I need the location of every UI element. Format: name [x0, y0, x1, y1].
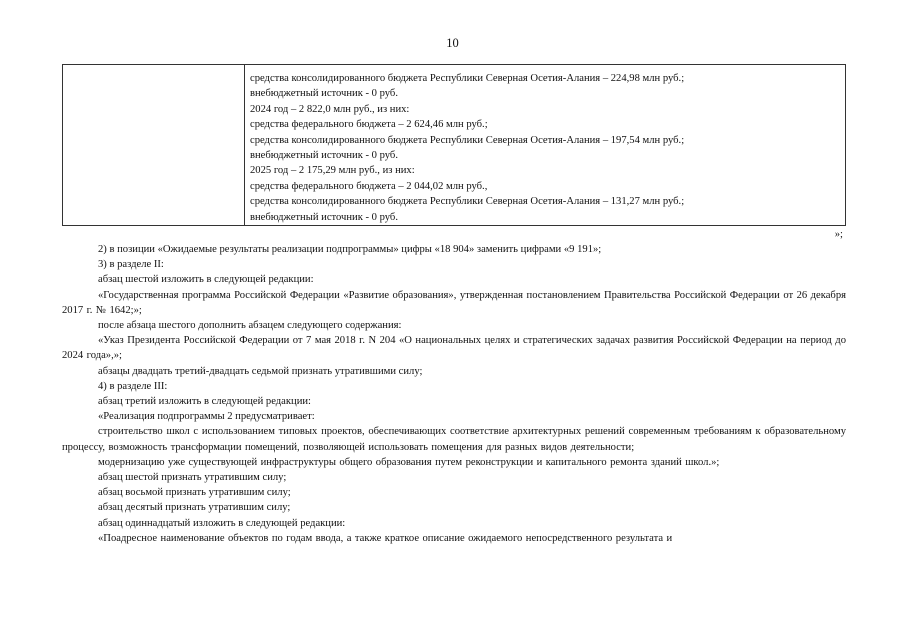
table-cell-line: 2024 год – 2 822,0 млн руб., из них:	[250, 103, 410, 115]
table-cell-funding	[250, 71, 839, 225]
table-column-divider	[244, 65, 245, 225]
paragraph: «Поадресное наименование объектов по годам ввода, а также краткое описание ожидаемого непосредственного результата и	[98, 532, 673, 544]
paragraph: «Указ Президента Российской Федерации от 7 мая 2018 г. N 204 «О национальных целях и стратегических задачах развития Российской Федерации на период до 2024 года»,»;	[62, 335, 846, 362]
paragraph: модернизацию уже существующей инфраструктуры общего образования путем реконструкции и капитального ремонта зданий школ.»;	[98, 456, 720, 468]
table-cell-line: внебюджетный источник - 0 руб.	[250, 150, 398, 162]
paragraph: 4) в разделе III:	[98, 380, 168, 392]
paragraph: абзац десятый признать утратившим силу;	[98, 502, 291, 514]
table-cell-line: средства консолидированного бюджета Республики Северная Осетия-Алания – 224,98 млн руб.;	[250, 73, 685, 84]
paragraph: 2) в позиции «Ожидаемые результаты реализации подпрограммы» цифры «18 904» заменить цифрами «9 191»;	[98, 244, 602, 255]
paragraph: абзац одиннадцатый изложить в следующей редакции:	[98, 517, 346, 529]
paragraph: абзацы двадцать третий-двадцать седьмой признать утратившими силу;	[98, 365, 423, 377]
table-cell-line: средства федерального бюджета – 2 044,02 млн руб.,	[250, 180, 488, 192]
table-cell-line: средства консолидированного бюджета Республики Северная Осетия-Алания – 197,54 млн руб.;	[250, 134, 685, 146]
table-cell-line: средства консолидированного бюджета Республики Северная Осетия-Алания – 131,27 млн руб.;	[250, 196, 685, 208]
paragraph: «Реализация подпрограммы 2 предусматривает:	[98, 411, 315, 423]
closing-quote-mark: »;	[834, 229, 843, 240]
table-cell-line: средства федерального бюджета – 2 624,46 млн руб.;	[250, 119, 488, 131]
paragraph: абзац шестой изложить в следующей редакции:	[98, 274, 314, 286]
paragraph: строительство школ с использованием типовых проектов, обеспечивающих соответствие архитектурных решений современным требованиям к образовательному процессу, возможность трансформации помещений, позволяющей использовать помещения для разных видов деятельности;	[62, 426, 846, 453]
paragraph: абзац третий изложить в следующей редакции:	[98, 396, 311, 408]
table-cell-line: 2025 год – 2 175,29 млн руб., из них:	[250, 165, 415, 177]
paragraph: после абзаца шестого дополнить абзацем следующего содержания:	[98, 320, 402, 332]
funding-table	[62, 64, 846, 226]
paragraph: «Государственная программа Российской Федерации «Развитие образования», утвержденная постановлением Правительства Российской Федерации от 26 декабря 2017 г. № 1642;»;	[62, 289, 846, 316]
page-number: 10	[446, 36, 459, 50]
table-cell-line: внебюджетный источник - 0 руб.	[250, 211, 398, 223]
paragraph: абзац восьмой признать утратившим силу;	[98, 487, 291, 499]
document-body	[62, 242, 846, 546]
paragraph: 3) в разделе II:	[98, 259, 164, 271]
table-cell-line: внебюджетный источник - 0 руб.	[250, 88, 398, 100]
paragraph: абзац шестой признать утратившим силу;	[98, 472, 287, 484]
